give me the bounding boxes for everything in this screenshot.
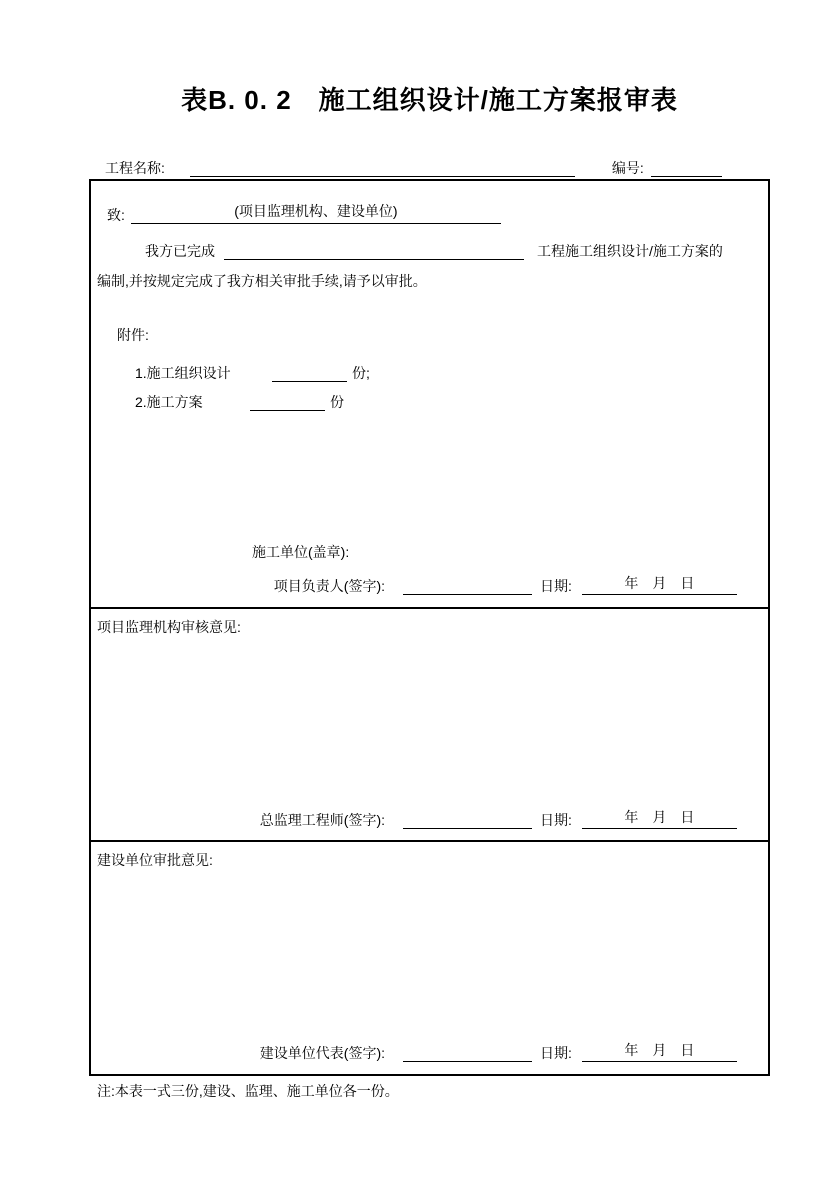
project-name-field[interactable]: [190, 156, 575, 177]
attachment-2-unit-label: 份: [330, 393, 344, 410]
date-label: 日期:: [540, 577, 572, 594]
client-approval-comment-area[interactable]: [95, 876, 764, 1034]
application-statement: 编制,并按规定完成了我方相关审批手续,请予以审批。: [97, 273, 427, 289]
date-placeholder: 年 月 日: [624, 575, 695, 591]
date-field[interactable]: [582, 809, 737, 829]
date-label: 日期:: [540, 1044, 572, 1061]
header-row: [89, 153, 770, 177]
footnote: 注:本表一式三份,建设、监理、施工单位各一份。: [97, 1083, 399, 1099]
attachment-2-copies-field[interactable]: [250, 392, 325, 411]
attachments-label: 附件:: [117, 327, 149, 343]
contractor-application-section: [91, 181, 768, 607]
attachment-1-copies-field[interactable]: [272, 363, 347, 382]
form-number-label: 编号:: [611, 159, 644, 176]
completed-work-row: [145, 240, 723, 260]
recipient-field[interactable]: [131, 203, 501, 224]
client-representative-signature-label: 建设单位代表(签字):: [259, 1044, 385, 1061]
supervisor-review-section: [91, 607, 768, 840]
attachment-1-label: 1.施工组织设计: [135, 364, 231, 381]
completed-suffix-label: 工程施工组织设计/施工方案的: [537, 242, 723, 259]
attachment-row-2: [135, 392, 344, 411]
date-field[interactable]: [582, 575, 737, 595]
attachment-2-label: 2.施工方案: [135, 393, 203, 410]
supervisor-review-title: 项目监理机构审核意见:: [97, 619, 241, 635]
completed-prefix-label: 我方已完成: [145, 242, 215, 259]
supervisor-signature-row: [91, 809, 737, 829]
chief-engineer-signature-label: 总监理工程师(签字):: [259, 811, 385, 828]
recipient-row: [107, 203, 501, 224]
form-box: [89, 179, 770, 1076]
contractor-seal-label: 施工单位(盖章):: [252, 544, 350, 560]
client-signature-row: [91, 1042, 737, 1062]
form-number-field[interactable]: [651, 156, 722, 177]
client-representative-signature-field[interactable]: [403, 1042, 532, 1062]
chief-engineer-signature-field[interactable]: [403, 809, 532, 829]
date-label: 日期:: [540, 811, 572, 828]
project-manager-signature-label: 项目负责人(签字):: [273, 577, 385, 594]
contractor-signature-row: [91, 575, 737, 595]
completed-work-field[interactable]: [224, 240, 524, 260]
to-label: 致:: [107, 206, 125, 223]
page-title: 表B. 0. 2 施工组织设计/施工方案报审表: [181, 85, 678, 115]
client-approval-section: [91, 840, 768, 1074]
supervisor-review-comment-area[interactable]: [95, 643, 764, 800]
date-field[interactable]: [582, 1042, 737, 1062]
attachment-row-1: [135, 363, 370, 382]
attachment-1-unit-label: 份;: [352, 364, 370, 381]
date-placeholder: 年 月 日: [624, 1042, 695, 1058]
client-approval-title: 建设单位审批意见:: [97, 852, 213, 868]
project-manager-signature-field[interactable]: [403, 575, 532, 595]
recipient-hint: (项目监理机构、建设单位): [234, 203, 398, 219]
project-name-label: 工程名称:: [105, 159, 165, 176]
date-placeholder: 年 月 日: [624, 809, 695, 825]
